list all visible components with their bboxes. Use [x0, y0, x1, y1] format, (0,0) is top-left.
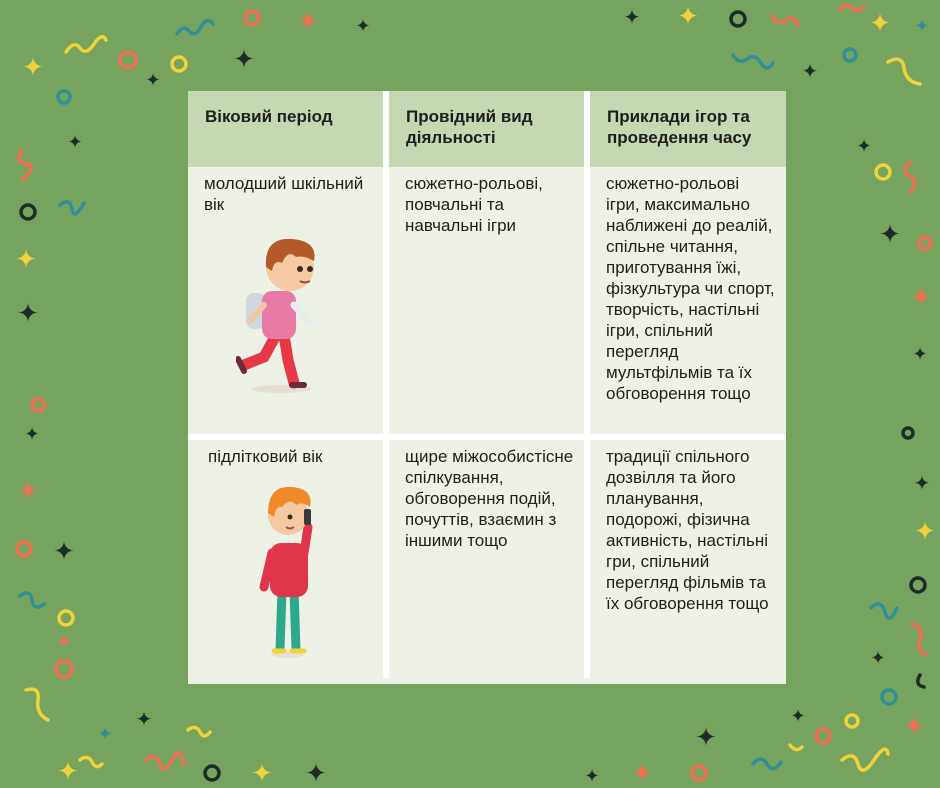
svg-text:✦: ✦ [677, 2, 699, 32]
teen-phone-illustration [254, 479, 324, 659]
svg-text:✦: ✦ [870, 648, 886, 669]
svg-text:✦: ✦ [97, 724, 113, 745]
svg-text:✦: ✦ [55, 629, 73, 653]
svg-text:✦: ✦ [305, 759, 327, 788]
header-examples: Приклади ігор та проведення часу [587, 91, 786, 167]
svg-text:✦: ✦ [15, 245, 37, 275]
header-age-period: Віковий період [188, 91, 386, 167]
svg-text:✦: ✦ [17, 477, 39, 507]
age-period-cell [188, 167, 386, 437]
leading-activity-cell: сюжетно-рольові, повчальні та навчальні ігри [386, 167, 587, 437]
age-period-cell [188, 437, 386, 678]
age-period-text: підлітковий вік [208, 447, 323, 466]
age-period-text: молодший шкільний вік [204, 174, 364, 214]
svg-text:✦: ✦ [233, 45, 255, 75]
svg-text:✦: ✦ [53, 537, 75, 567]
svg-text:✦: ✦ [22, 53, 44, 83]
svg-text:✦: ✦ [695, 723, 717, 753]
examples-cell: традиції спільного дозвілля та його планування, подорожі, фізична активність, настільні гри, спільний перегляд фільмів та їх обговорення тощо [587, 437, 786, 678]
examples-cell: сюжетно-рольові ігри, максимально наближені до реалій, спільне читання, приготування їжі, фізкультура чи спорт, творчість, настільні ігри, спільний перегляд мультфільмів та їх обговорення тощо [587, 167, 786, 437]
svg-text:✦: ✦ [913, 471, 931, 495]
svg-text:✦: ✦ [903, 712, 925, 742]
leading-activity-cell: щире міжособистісне спілкування, обговорення подій, почуттів, взаємин з іншими тощо [386, 437, 587, 678]
age-activity-table [188, 91, 786, 678]
svg-text:✦: ✦ [135, 707, 153, 731]
walking-schoolboy-illustration [236, 225, 326, 395]
svg-text:✦: ✦ [912, 344, 928, 365]
header-leading-activity: Провідний вид діяльності [386, 91, 587, 167]
svg-text:✦: ✦ [914, 16, 930, 37]
svg-text:✦: ✦ [856, 136, 872, 157]
svg-text:✦: ✦ [914, 517, 936, 547]
svg-text:✦: ✦ [57, 757, 79, 787]
svg-text:✦: ✦ [631, 759, 653, 788]
svg-text:✦: ✦ [879, 220, 901, 250]
age-activity-table-panel [188, 91, 786, 684]
table-header-row [188, 91, 786, 167]
svg-text:✦: ✦ [801, 59, 819, 83]
svg-text:✦: ✦ [297, 7, 319, 37]
svg-text:✦: ✦ [869, 9, 891, 39]
svg-text:✦: ✦ [67, 132, 83, 153]
table-row [188, 167, 786, 437]
svg-text:✦: ✦ [355, 16, 371, 37]
svg-text:✦: ✦ [17, 299, 39, 329]
svg-text:✦: ✦ [145, 70, 161, 91]
svg-text:✦: ✦ [790, 706, 806, 727]
svg-text:✦: ✦ [24, 424, 40, 445]
table-row [188, 437, 786, 678]
svg-text:✦: ✦ [623, 5, 641, 29]
svg-text:✦: ✦ [584, 766, 600, 787]
svg-text:✦: ✦ [910, 283, 932, 313]
svg-text:✦: ✦ [251, 759, 273, 788]
